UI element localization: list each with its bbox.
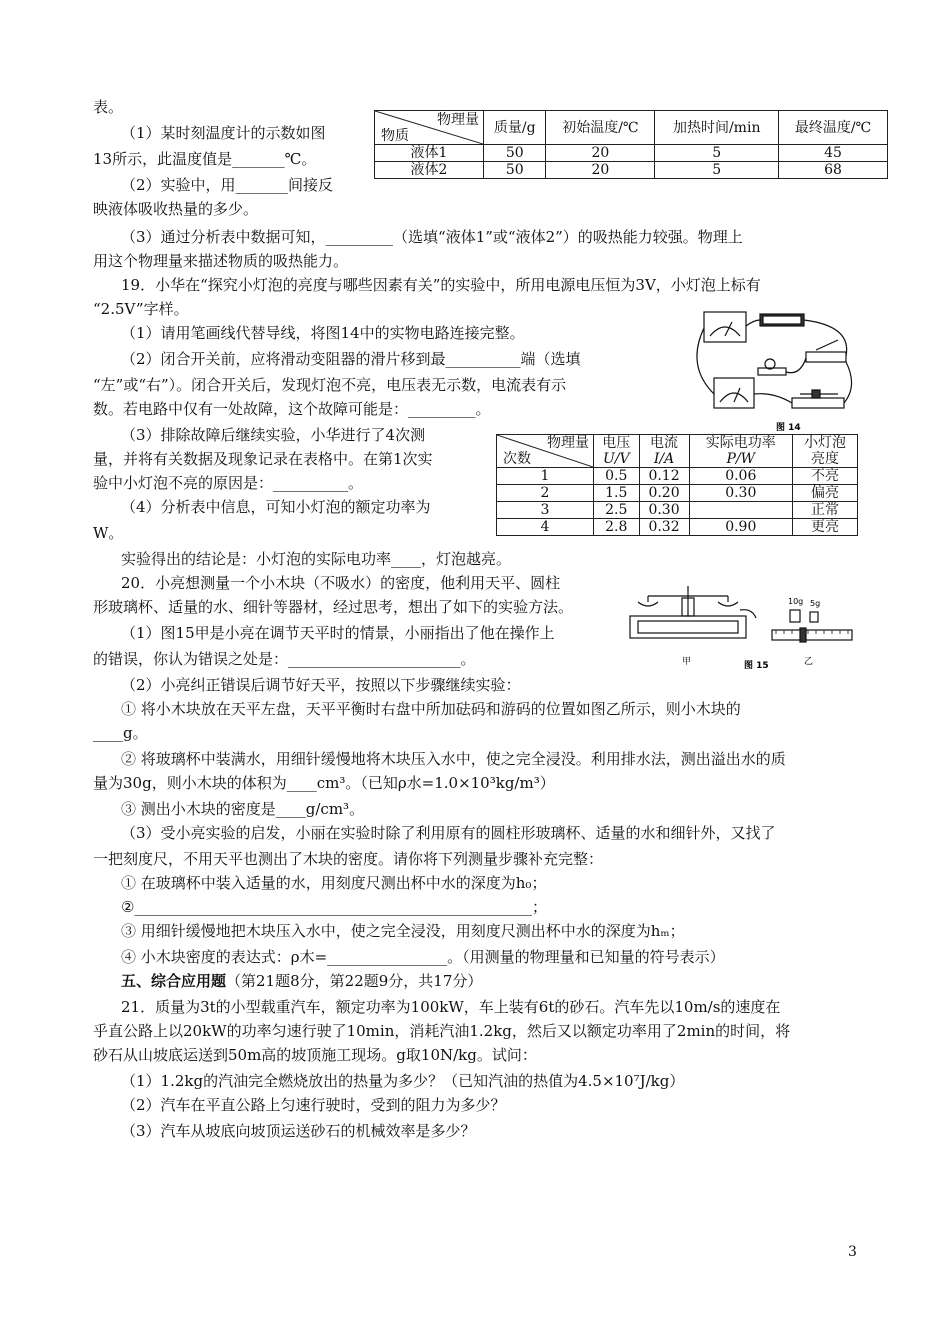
table-row: 4 2.8 0.32 0.90 更亮 bbox=[497, 519, 858, 536]
text-line: ③ 测出小木块的密度是____g/cm³。 bbox=[121, 800, 365, 818]
text-line: （1）某时刻温度计的示数如图 bbox=[121, 124, 326, 142]
text-line: （3）排除故障后继续实验，小华进行了4次测 bbox=[121, 426, 426, 444]
figure-caption: 图 14 bbox=[776, 423, 801, 433]
text-line: W。 bbox=[93, 524, 124, 542]
text-line: 20．小亮想测量一个小木块（不吸水）的密度，他利用天平、圆柱 bbox=[121, 574, 561, 592]
table-row: 3 2.5 0.30 正常 bbox=[497, 502, 858, 519]
text-line: “2.5V”字样。 bbox=[93, 300, 189, 318]
text-line: 实验得出的结论是：小灯泡的实际电功率____，灯泡越亮。 bbox=[121, 550, 512, 568]
text-line: ③ 用细针缓慢地把木块压入水中，使之完全浸没，用刻度尺测出杯中水的深度为hₘ； bbox=[121, 922, 685, 940]
table-header: 实际电功率 P/W bbox=[689, 435, 793, 468]
section-heading: 五、综合应用题（第21题8分，第22题9分，共17分） bbox=[121, 972, 483, 990]
balance-figure bbox=[624, 580, 856, 672]
text-line: 映液体吸收热量的多少。 bbox=[93, 200, 259, 218]
text-line: 的错误，你认为错误之处是：_______________________。 bbox=[93, 650, 476, 668]
text-line: ____g。 bbox=[93, 724, 148, 742]
table-header: 电流 I/A bbox=[639, 435, 689, 468]
text-line: 用这个物理量来描述物质的吸热能力。 bbox=[93, 252, 349, 270]
text-line: 砂石从山坡底运送到50m高的坡顶施工现场。g取10N/kg。试问： bbox=[93, 1046, 537, 1064]
text-line: 验中小灯泡不亮的原因是：__________。 bbox=[93, 474, 364, 492]
table-header: 小灯泡 亮度 bbox=[793, 435, 858, 468]
text-line: （4）分析表中信息，可知小灯泡的额定功率为 bbox=[121, 498, 431, 516]
table-header: 最终温度/℃ bbox=[779, 111, 888, 145]
text-line: 乎直公路上以20kW的功率匀速行驶了10min，消耗汽油1.2kg，然后又以额定功率用了2min的时间，将 bbox=[93, 1022, 791, 1040]
text-line: 数。若电路中仅有一处故障，这个故障可能是：_________。 bbox=[93, 400, 491, 418]
text-line: （2）汽车在平直公路上匀速行驶时，受到的阻力为多少？ bbox=[121, 1096, 506, 1114]
text-line: （1）请用笔画线代替导线，将图14中的实物电路连接完整。 bbox=[121, 324, 525, 342]
table-row: 液体2 50 20 5 68 bbox=[375, 162, 888, 179]
figure-label-jia: 甲 bbox=[682, 657, 692, 667]
text-line: “左”或“右”）。闭合开关后，发现灯泡不亮，电压表无示数，电流表有示 bbox=[93, 376, 567, 394]
table-corner-cell: 物理量 物质 bbox=[375, 111, 484, 145]
page-number: 3 bbox=[848, 1244, 857, 1260]
weight-label: 10g bbox=[788, 597, 804, 606]
table-row: 液体1 50 20 5 45 bbox=[375, 145, 888, 162]
text-line: （3）通过分析表中数据可知，_________（选填“液体1”或“液体2”）的吸热能力较强。物理上 bbox=[121, 228, 743, 246]
text-line: ④ 小木块密度的表达式：ρ木=________________。（用测量的物理量和已知量的符号表示） bbox=[121, 948, 725, 966]
table-header: 电压 U/V bbox=[594, 435, 640, 468]
table-row: 1 0.5 0.12 0.06 不亮 bbox=[497, 468, 858, 485]
table-header: 初始温度/℃ bbox=[546, 111, 655, 145]
text-line: ② 将玻璃杯中装满水，用细针缓慢地将木块压入水中，使之完全浸没。利用排水法，测出溢出水的质 bbox=[121, 750, 786, 768]
text-line: （1）1.2kg的汽油完全燃烧放出的热量为多少？（已知汽油的热值为4.5×10⁷J/kg） bbox=[121, 1072, 685, 1090]
text-line: 表。 bbox=[93, 98, 124, 116]
text-line: （3）汽车从坡底向坡顶运送砂石的机械效率是多少？ bbox=[121, 1122, 476, 1140]
text-line: （2）闭合开关前，应将滑动变阻器的滑片移到最__________端（选填 bbox=[121, 350, 581, 368]
weight-label: 5g bbox=[810, 599, 821, 608]
text-line: （2）小亮纠正错误后调节好天平，按照以下步骤继续实验： bbox=[121, 676, 521, 694]
text-line: ① 将小木块放在天平左盘，天平平衡时右盘中所加砝码和游码的位置如图乙所示，则小木块的 bbox=[121, 700, 741, 718]
text-line: 一把刻度尺，不用天平也测出了木块的密度。请你将下列测量步骤补充完整： bbox=[93, 850, 604, 868]
text-line: （1）图15甲是小亮在调节天平时的情景，小丽指出了他在操作上 bbox=[121, 624, 555, 642]
table-header: 加热时间/min bbox=[655, 111, 779, 145]
text-line: 21．质量为3t的小型载重汽车，额定功率为100kW，车上装有6t的砂石。汽车先以10m/s的速度在 bbox=[121, 998, 781, 1016]
figure-caption: 图 15 bbox=[744, 661, 769, 671]
liquid-heating-table bbox=[374, 110, 888, 179]
circuit-figure bbox=[682, 306, 858, 434]
text-line: 量，并将有关数据及现象记录在表格中。在第1次实 bbox=[93, 450, 433, 468]
figure-label-yi: 乙 bbox=[804, 657, 814, 667]
table-row: 2 1.5 0.20 0.30 偏亮 bbox=[497, 485, 858, 502]
text-line: 13所示，此温度值是_______℃。 bbox=[93, 150, 317, 168]
table-header: 质量/g bbox=[484, 111, 546, 145]
text-line: 量为30g，则小木块的体积为____cm³。（已知ρ水=1.0×10³kg/m³） bbox=[93, 774, 555, 792]
text-line: （2）实验中，用_______间接反 bbox=[121, 176, 334, 194]
text-line: ① 在玻璃杯中装入适量的水，用刻度尺测出杯中水的深度为h₀； bbox=[121, 874, 547, 892]
text-line: 形玻璃杯、适量的水、细针等器材，经过思考，想出了如下的实验方法。 bbox=[93, 598, 574, 616]
text-line: 19．小华在“探究小灯泡的亮度与哪些因素有关”的实验中，所用电源电压恒为3V，小灯泡上标有 bbox=[121, 276, 761, 294]
text-line: （3）受小亮实验的启发，小丽在实验时除了利用原有的圆柱形玻璃杯、适量的水和细针外，又找了 bbox=[121, 824, 776, 842]
bulb-data-table bbox=[496, 434, 858, 536]
text-line: ②_____________________________________________________； bbox=[121, 898, 547, 916]
table-corner-cell: 物理量 次数 bbox=[497, 435, 594, 468]
